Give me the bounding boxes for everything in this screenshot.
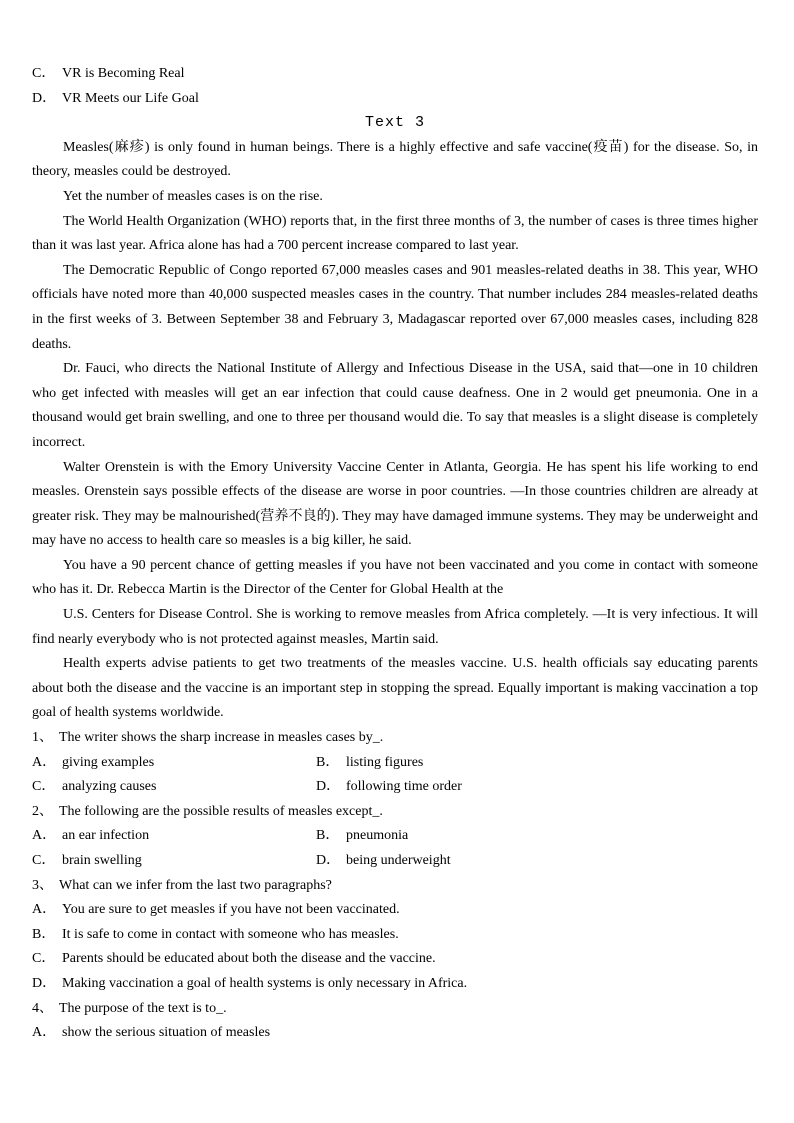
option-text: brain swelling	[62, 853, 142, 868]
question-4	[32, 997, 758, 1046]
option-d	[316, 849, 758, 874]
option-text: following time order	[346, 779, 462, 795]
option-label: A．	[32, 1025, 57, 1041]
option-text: Making vaccination a goal of health systems is only necessary in Africa.	[62, 975, 468, 991]
option-label: C．	[32, 951, 56, 967]
question-number: 2、	[32, 803, 53, 819]
question-3-options	[32, 898, 758, 996]
option-text: pneumonia	[346, 828, 409, 844]
option-c	[32, 775, 316, 800]
question-text: The purpose of the text is to_.	[59, 1000, 227, 1016]
passage-paragraph-9: Health experts advise patients to get two treatments of the measles vaccine. U.S. health officials say educating parents about both the disease and the vaccine is an important step in stopping the spread. Equally important is making vaccination a top goal of health systems worldwide.	[32, 656, 758, 721]
option-d	[32, 972, 758, 997]
option-text: It is safe to come in contact with someone who has measles.	[62, 926, 399, 942]
question-text: The following are the possible results of measles except_.	[59, 803, 383, 819]
option-a	[32, 751, 316, 776]
passage-paragraph-8: U.S. Centers for Disease Control. She is working to remove measles from Africa completely. —It is very infectious. It will find nearly everybody who is not protected against measles, Martin said.	[32, 607, 758, 647]
option-a	[32, 824, 316, 849]
option-a	[32, 1021, 758, 1046]
question-text: What can we infer from the last two paragraphs?	[59, 877, 332, 893]
question-number: 4、	[32, 1000, 53, 1016]
question-number: 3、	[32, 877, 53, 893]
option-text: giving examples	[62, 754, 155, 770]
option-label: D．	[316, 779, 341, 795]
option-label: B．	[316, 754, 340, 770]
passage-paragraph-6: Walter Orenstein is with the Emory University Vaccine Center in Atlanta, Georgia. He has spent his life working to end measles. Orenstein says possible effects of the disease are worse in poor countries. —In those countries children are already at greater risk. They may be malnourished(营养不良的). They may have damaged immune systems. They may be underweight and may have no access to health care so measles is a big killer, he said.	[32, 459, 758, 549]
prior-option-d	[32, 87, 758, 112]
option-label: B．	[316, 828, 340, 844]
option-text: an ear infection	[62, 828, 150, 844]
option-label: D．	[316, 853, 341, 868]
option-label: B．	[32, 926, 56, 942]
question-number: 1、	[32, 730, 53, 746]
passage-paragraph-3: The World Health Organization (WHO) reports that, in the first three months of 3, the number of cases is three times higher than it was last year. Africa alone has had a 700 percent increase compared to last year.	[32, 213, 758, 254]
question-3-stem	[32, 874, 758, 899]
option-text: listing figures	[346, 754, 424, 770]
option-label: A．	[32, 902, 57, 918]
option-c	[32, 947, 758, 972]
option-a	[32, 898, 758, 923]
option-label: A．	[32, 828, 57, 844]
question-text: The writer shows the sharp increase in measles cases by_.	[59, 730, 384, 746]
option-text: Parents should be educated about both the disease and the vaccine.	[62, 951, 436, 967]
question-1	[32, 726, 758, 800]
question-2	[32, 800, 758, 874]
option-text: show the serious situation of measles	[62, 1025, 271, 1041]
question-3	[32, 874, 758, 997]
option-d	[316, 775, 758, 800]
option-c	[32, 849, 316, 874]
option-label: C．	[32, 779, 56, 795]
question-1-stem	[32, 726, 758, 751]
option-label: C．	[32, 66, 56, 81]
text3-heading: Text 3	[364, 114, 425, 132]
option-label: A．	[32, 754, 57, 770]
option-b	[316, 751, 758, 776]
option-text: VR Meets our Life Goal	[62, 90, 199, 106]
question-1-options	[32, 751, 758, 800]
question-4-options	[32, 1021, 758, 1046]
option-text: VR is Becoming Real	[62, 66, 185, 81]
option-b	[32, 923, 758, 948]
question-2-stem	[32, 800, 758, 825]
question-2-options	[32, 824, 758, 873]
option-label: C．	[32, 853, 56, 868]
passage-paragraph-4: The Democratic Republic of Congo reported 67,000 measles cases and 901 measles-related deaths in 38. This year, WHO officials have noted more than 40,000 suspected measles cases in the country. That number includes 284 measles-related deaths in the first weeks of 3. Between September 38 and February 3, Madagascar reported over 67,000 measles cases, including 828 deaths.	[32, 262, 758, 352]
option-label: D．	[32, 975, 57, 991]
option-text: being underweight	[346, 853, 451, 868]
prior-option-c	[32, 62, 758, 87]
passage-paragraph-1: Measles(麻疹) is only found in human beings. There is a highly effective and safe vaccine(疫苗) for the disease. So, in theory, measles could be destroyed.	[32, 139, 758, 180]
passage-paragraph-5: Dr. Fauci, who directs the National Institute of Allergy and Infectious Disease in the USA, said that—one in 10 children who get infected with measles will get an ear infection that could cause deafness. One in 2 would get pneumonia. One in a thousand would get brain swelling, and one to three per thousand would die. To say that measles is a slight disease is completely incorrect.	[32, 361, 758, 450]
option-label: D．	[32, 90, 57, 106]
option-text: You are sure to get measles if you have not been vaccinated.	[62, 902, 400, 918]
question-4-stem	[32, 997, 758, 1022]
option-text: analyzing causes	[62, 779, 157, 795]
option-b	[316, 824, 758, 849]
passage-paragraph-7: You have a 90 percent chance of getting measles if you have not been vaccinated and you come in contact with someone who has it. Dr. Rebecca Martin is the Director of the Center for Global Health at the	[32, 557, 758, 598]
passage-paragraph-2: Yet the number of measles cases is on the rise.	[63, 188, 323, 204]
